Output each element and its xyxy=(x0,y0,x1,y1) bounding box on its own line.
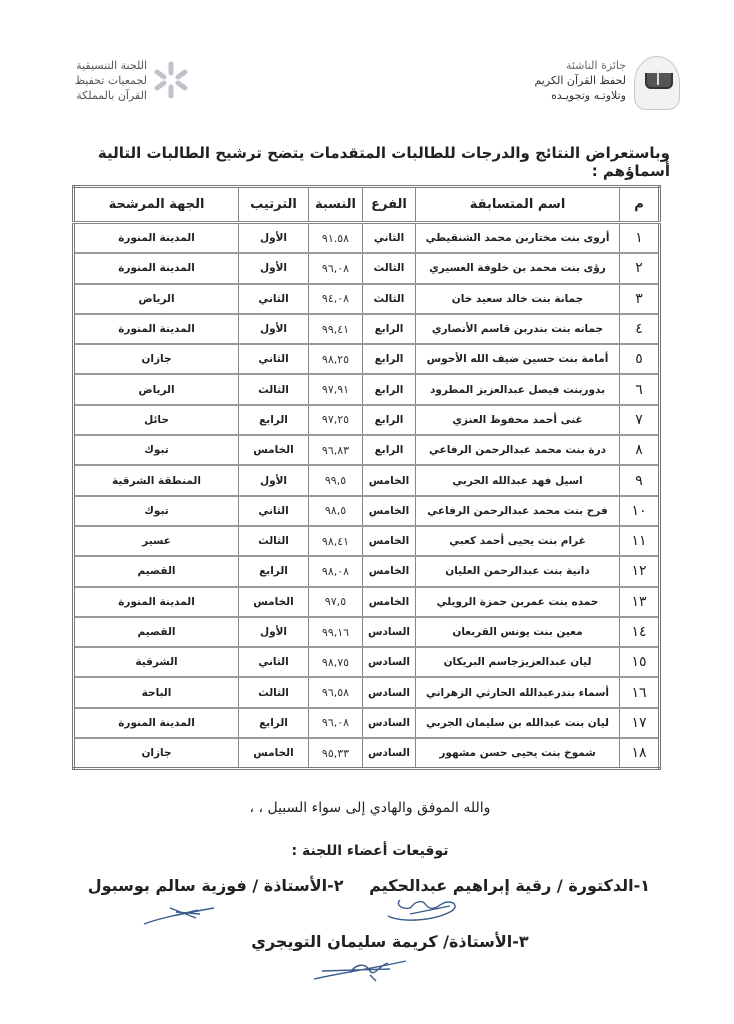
cell-name: رؤى بنت محمد بن خلوفة العسيري xyxy=(416,253,620,283)
cell-num: ٩ xyxy=(620,465,660,495)
award-logo xyxy=(488,52,688,116)
cell-branch: الرابع xyxy=(363,374,416,404)
cell-score: ٩٩,١٦ xyxy=(309,617,363,647)
cell-region: تبوك xyxy=(74,496,239,526)
cell-name: ليان عبدالعزيزجاسم البريكان xyxy=(416,647,620,677)
cell-region: المدينة المنورة xyxy=(74,314,239,344)
cell-score: ٩٨,٢٥ xyxy=(309,344,363,374)
cell-region: جازان xyxy=(74,738,239,769)
cell-region: المدينة المنورة xyxy=(74,587,239,617)
cell-rank: الثالث xyxy=(239,526,309,556)
cell-rank: الثالث xyxy=(239,374,309,404)
cell-rank: الأول xyxy=(239,465,309,495)
cell-branch: الرابع xyxy=(363,344,416,374)
cell-score: ٩٤,٠٨ xyxy=(309,284,363,314)
cell-rank: الخامس xyxy=(239,738,309,769)
cell-region: القصيم xyxy=(74,556,239,586)
member-2-name: ٢-الأستاذة / فوزية سالم بوسبول xyxy=(87,876,344,895)
cell-name: جمانه بنت بندربن قاسم الأنصاري xyxy=(416,314,620,344)
committee-logo-line1: اللجنة التنسيقية xyxy=(76,59,147,72)
cell-branch: الخامس xyxy=(363,587,416,617)
cell-num: ٧ xyxy=(620,405,660,435)
cell-region: تبوك xyxy=(74,435,239,465)
cell-rank: الرابع xyxy=(239,708,309,738)
cell-rank: الأول xyxy=(239,223,309,254)
cell-name: اسيل فهد عبدالله الحربي xyxy=(416,465,620,495)
cell-num: ١٤ xyxy=(620,617,660,647)
cell-num: ١٧ xyxy=(620,708,660,738)
cell-rank: الأول xyxy=(239,617,309,647)
cell-region: القصيم xyxy=(74,617,239,647)
table-row xyxy=(74,526,660,556)
cell-num: ٣ xyxy=(620,284,660,314)
cell-score: ٩٩,٥ xyxy=(309,465,363,495)
cell-rank: الأول xyxy=(239,314,309,344)
cell-branch: السادس xyxy=(363,617,416,647)
cell-num: ٤ xyxy=(620,314,660,344)
table-row xyxy=(74,374,660,404)
cell-num: ١٣ xyxy=(620,587,660,617)
table-row xyxy=(74,587,660,617)
cell-region: حائل xyxy=(74,405,239,435)
cell-branch: السادس xyxy=(363,677,416,707)
cell-name: أمامة بنت حسين ضيف الله الأحوس xyxy=(416,344,620,374)
cell-branch: الثالث xyxy=(363,284,416,314)
cell-rank: الثاني xyxy=(239,284,309,314)
table-header-row xyxy=(74,187,660,223)
cell-num: ١٨ xyxy=(620,738,660,769)
cell-region: المدينة المنورة xyxy=(74,253,239,283)
committee-logo xyxy=(55,52,195,112)
cell-region: المدينة المنورة xyxy=(74,708,239,738)
cell-branch: السادس xyxy=(363,647,416,677)
table-row xyxy=(74,647,660,677)
table-row xyxy=(74,465,660,495)
award-logo-line1: جائزة الناشئة xyxy=(565,59,626,72)
cell-score: ٩٦,٠٨ xyxy=(309,253,363,283)
cell-region: الشرقية xyxy=(74,647,239,677)
cell-branch: الخامس xyxy=(363,496,416,526)
cell-region: الرياض xyxy=(74,284,239,314)
star-burst-icon xyxy=(151,60,191,100)
signatures-line-1 xyxy=(87,876,660,895)
cell-score: ٩٩,٤١ xyxy=(309,314,363,344)
cell-score: ٩٦,٠٨ xyxy=(309,708,363,738)
header-rank: الترتيب xyxy=(239,187,309,223)
cell-num: ٨ xyxy=(620,435,660,465)
header-score: النسبة xyxy=(309,187,363,223)
table-row xyxy=(74,617,660,647)
header-name: اسم المتسابقة xyxy=(416,187,620,223)
signature-member-1 xyxy=(380,896,470,924)
table-row xyxy=(74,556,660,586)
table-row xyxy=(74,738,660,769)
cell-score: ٩٦,٥٨ xyxy=(309,677,363,707)
cell-score: ٩٨,٠٨ xyxy=(309,556,363,586)
committee-logo-text xyxy=(55,58,147,103)
cell-num: ٦ xyxy=(620,374,660,404)
cell-num: ١٢ xyxy=(620,556,660,586)
cell-name: أسماء بندرعبدالله الحارثي الزهراني xyxy=(416,677,620,707)
table-row xyxy=(74,284,660,314)
cell-rank: الثاني xyxy=(239,496,309,526)
cell-score: ٩٧,٥ xyxy=(309,587,363,617)
cell-name: جمانة بنت خالد سعيد خان xyxy=(416,284,620,314)
cell-name: فرح بنت محمد عبدالرحمن الرفاعي xyxy=(416,496,620,526)
table-row xyxy=(74,435,660,465)
table-row xyxy=(74,344,660,374)
award-logo-line3: وتلاوتـه وتجويـده xyxy=(551,89,626,102)
table-row xyxy=(74,223,660,254)
signatures-title: توقيعات أعضاء اللجنة : xyxy=(291,843,449,859)
cell-region: الباحة xyxy=(74,677,239,707)
cell-name: ليان بنت عبدالله بن سليمان الجربي xyxy=(416,708,620,738)
cell-rank: الخامس xyxy=(239,587,309,617)
cell-region: عسير xyxy=(74,526,239,556)
cell-num: ١١ xyxy=(620,526,660,556)
cell-score: ٩٧,٢٥ xyxy=(309,405,363,435)
award-logo-text xyxy=(486,58,626,103)
header-num: م xyxy=(620,187,660,223)
cell-region: جازان xyxy=(74,344,239,374)
cell-region: الرياض xyxy=(74,374,239,404)
header-region: الجهة المرشحة xyxy=(74,187,239,223)
cell-score: ٩٨,٤١ xyxy=(309,526,363,556)
cell-branch: الرابع xyxy=(363,314,416,344)
award-logo-line2: لحفظ القرآن الكريم xyxy=(534,74,626,87)
cell-score: ٩١.٥٨ xyxy=(309,223,363,254)
cell-num: ١٦ xyxy=(620,677,660,707)
cell-score: ٩٨,٥ xyxy=(309,496,363,526)
cell-name: دانية بنت عبدالرحمن العليان xyxy=(416,556,620,586)
table-row xyxy=(74,253,660,283)
cell-name: شموخ بنت يحيى حسن مشهور xyxy=(416,738,620,769)
signature-member-2 xyxy=(140,902,220,926)
cell-name: غرام بنت يحيى أحمد كعبي xyxy=(416,526,620,556)
cell-branch: الخامس xyxy=(363,465,416,495)
cell-num: ٥ xyxy=(620,344,660,374)
cell-name: درة بنت محمد عبدالرحمن الرفاعي xyxy=(416,435,620,465)
intro-text: وباستعراض النتائج والدرجات للطالبات المتقدمات يتضح ترشيح الطالبات التالية أسماؤهم : xyxy=(97,144,670,180)
cell-rank: الثاني xyxy=(239,344,309,374)
cell-score: ٩٧,٩١ xyxy=(309,374,363,404)
cell-score: ٩٦,٨٣ xyxy=(309,435,363,465)
member-1-name: ١-الدكتورة / رقية إبراهيم عبدالحكيم xyxy=(369,876,650,895)
cell-rank: الرابع xyxy=(239,405,309,435)
cell-branch: السادس xyxy=(363,738,416,769)
cell-region: المدينة المنورة xyxy=(74,223,239,254)
cell-name: معين بنت يونس القربعان xyxy=(416,617,620,647)
cell-rank: الثاني xyxy=(239,647,309,677)
member-3-name: ٣-الأستاذة/ كريمة سليمان التويجري xyxy=(251,932,529,951)
quran-book-icon xyxy=(634,56,680,110)
cell-num: ١٥ xyxy=(620,647,660,677)
cell-name: أروى بنت مختاربن محمد الشنقيطي xyxy=(416,223,620,254)
table-row xyxy=(74,708,660,738)
cell-rank: الرابع xyxy=(239,556,309,586)
cell-branch: الرابع xyxy=(363,405,416,435)
results-table xyxy=(72,185,661,770)
cell-region: المنطقة الشرقية xyxy=(74,465,239,495)
cell-name: غنى أحمد محفوظ العنزي xyxy=(416,405,620,435)
signature-member-3 xyxy=(310,955,410,983)
cell-name: حمده بنت عمربن حمزة الرويلي xyxy=(416,587,620,617)
cell-branch: الثالث xyxy=(363,253,416,283)
signatures-line-2 xyxy=(210,932,570,951)
cell-rank: الأول xyxy=(239,253,309,283)
cell-name: بدوربنت فيصل عبدالعزيز المطرود xyxy=(416,374,620,404)
closing-text: والله الموفق والهادي إلى سواء السبيل ، ، xyxy=(249,800,491,816)
header-branch: الفرع xyxy=(363,187,416,223)
table-row xyxy=(74,677,660,707)
table-row xyxy=(74,496,660,526)
cell-branch: الخامس xyxy=(363,556,416,586)
cell-num: ٢ xyxy=(620,253,660,283)
committee-logo-line3: القرآن بالمملكة xyxy=(76,89,147,102)
cell-score: ٩٥,٣٣ xyxy=(309,738,363,769)
cell-num: ١٠ xyxy=(620,496,660,526)
table-row xyxy=(74,405,660,435)
cell-rank: الثالث xyxy=(239,677,309,707)
cell-num: ١ xyxy=(620,223,660,254)
cell-branch: الثاني xyxy=(363,223,416,254)
cell-rank: الخامس xyxy=(239,435,309,465)
cell-score: ٩٨,٧٥ xyxy=(309,647,363,677)
table-row xyxy=(74,314,660,344)
committee-logo-line2: لجمعيات تحفيظ xyxy=(74,74,147,87)
cell-branch: الرابع xyxy=(363,435,416,465)
cell-branch: السادس xyxy=(363,708,416,738)
cell-branch: الخامس xyxy=(363,526,416,556)
